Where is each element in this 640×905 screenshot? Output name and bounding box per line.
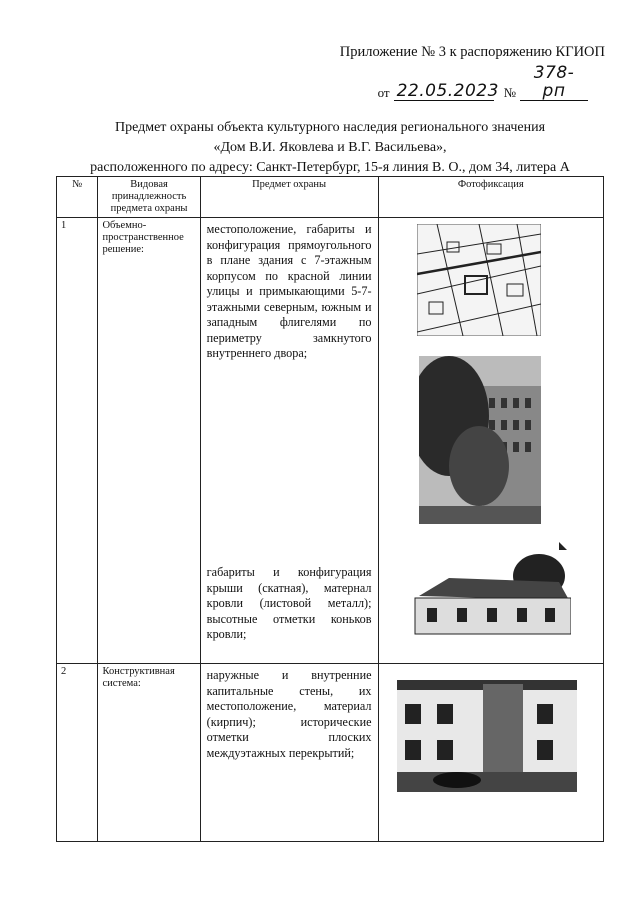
document-title [40, 118, 620, 178]
subject-text-1: наружные и внутренние капитальные стены, их местоположение, материал (кирпич); исторические отметки плоских междуэтажных перекрытий; [206, 668, 372, 760]
from-label: от [377, 85, 390, 100]
row-subject [200, 218, 378, 664]
order-number: 378-рп [520, 64, 588, 101]
title-line-2: «Дом В.И. Яковлева и В.Г. Васильева», [213, 140, 447, 155]
row-number: 2 [57, 664, 98, 842]
protection-table [56, 176, 604, 842]
subject-text-2: габариты и конфигурация крыши (скатная), матернал кровли (листовой металл); высотные отметки коньков кровли; [206, 565, 372, 641]
title-line-1: Предмет охраны объекта культурного наследия регионального значения [114, 120, 546, 135]
subject-text-1: местоположение, габариты и конфигурация прямоугольного в плане здания с 7-этажным корпусом по красной линии улицы и примыкающими 5-7-этажными северным, южным и западным флигелями по периметру замкнутого внутреннего двора; [206, 222, 372, 360]
appendix-heading: Приложение № 3 к распоряжению КГИОП [339, 44, 605, 60]
order-reference [378, 64, 588, 101]
row-subject [200, 664, 378, 842]
header-subject: Предмет охраны [200, 177, 378, 218]
row-kind: Объемно-пространственное решение: [98, 218, 200, 664]
row-number: 1 [57, 218, 98, 664]
table-row [57, 664, 604, 842]
roof-photo [409, 536, 599, 640]
table-row [57, 218, 604, 664]
table-header-row [57, 177, 604, 218]
wall-photo [397, 680, 599, 792]
header-no: № [57, 177, 98, 218]
title-line-3: расположенного по адресу: Санкт-Петербург, 15-я линия В. О., дом 34, литера А [90, 160, 570, 175]
row-photos [378, 218, 603, 664]
order-date: 22.05.2023 [394, 82, 494, 101]
row-photos [378, 664, 603, 842]
row-kind: Конструктивная система: [98, 664, 200, 842]
number-label: № [503, 85, 516, 100]
header-kind: Видовая принадлежность предмета охраны [98, 177, 200, 218]
header-photo: Фотофиксация [378, 177, 603, 218]
facade-photo [419, 356, 599, 524]
map-photo [417, 224, 599, 336]
